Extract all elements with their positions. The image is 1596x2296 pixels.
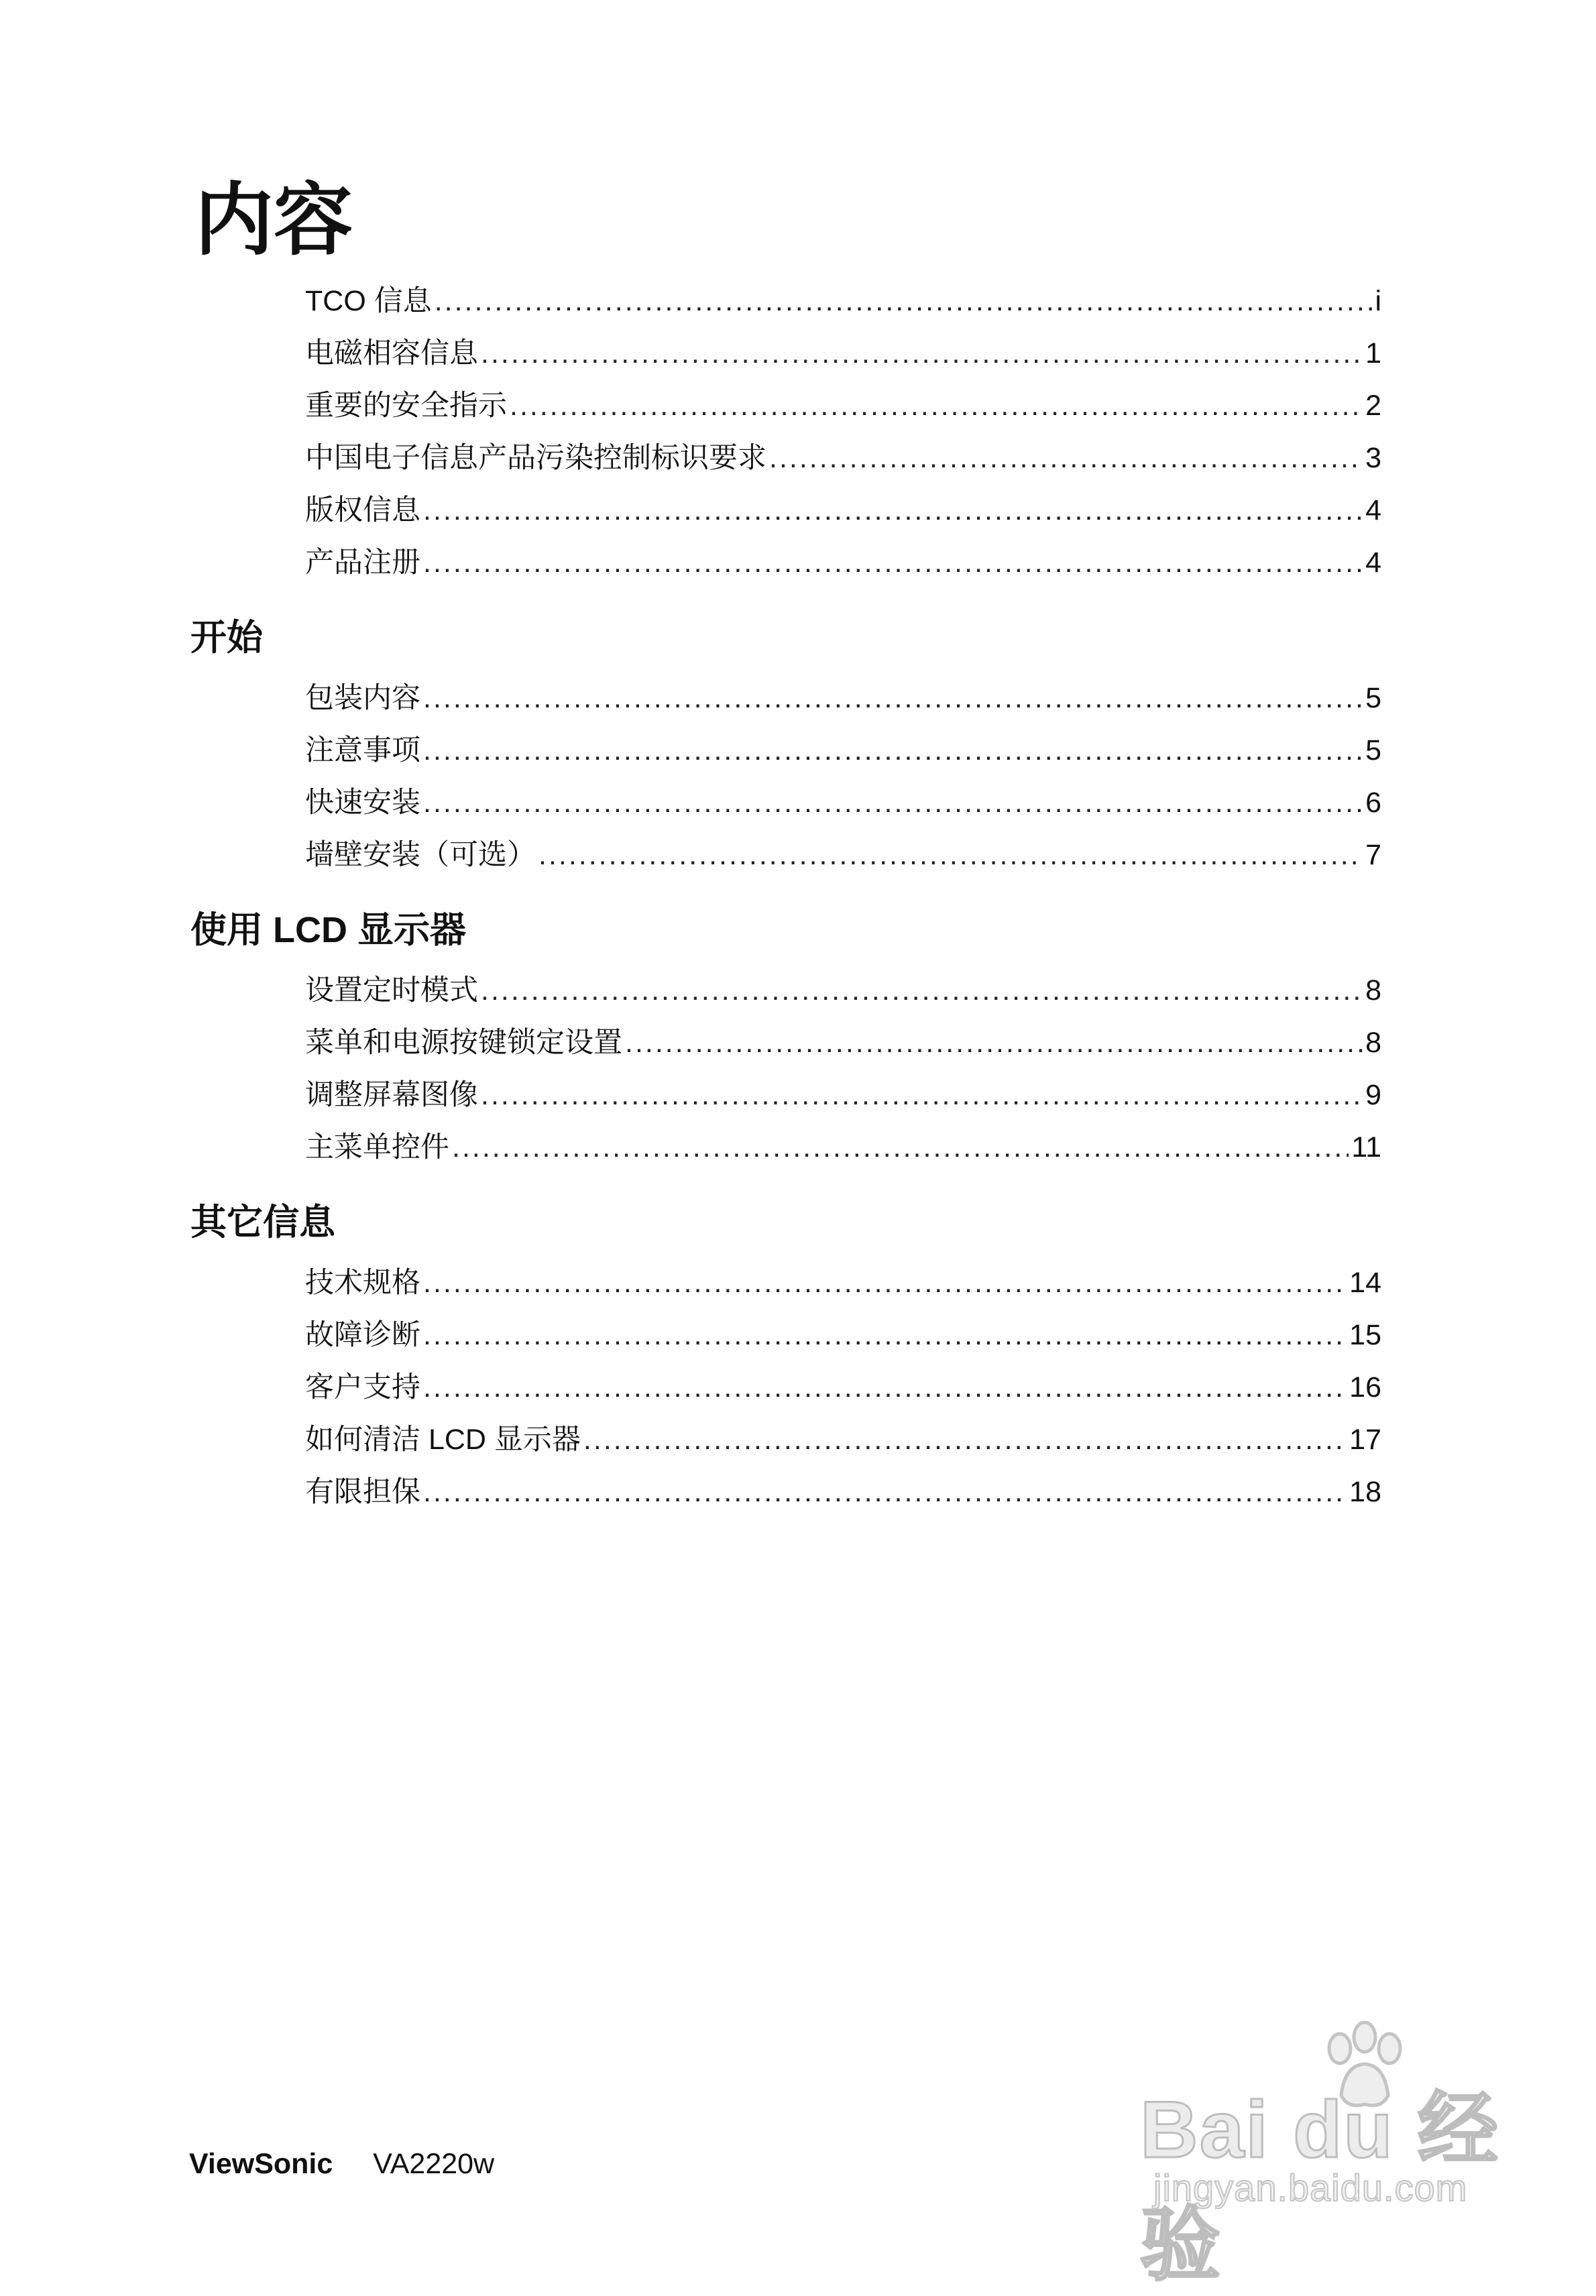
toc-entry-page-number: 2 (1365, 390, 1381, 422)
toc-entry[interactable] (305, 736, 1381, 765)
toc-entry-page-number: 8 (1365, 1027, 1381, 1059)
toc-entry-page-number: 15 (1349, 1319, 1381, 1351)
toc-entry-label: 技术规格 (305, 1267, 420, 1299)
toc-entry-label: 调整屏幕图像 (305, 1079, 478, 1111)
section-heading: 开始 (190, 618, 263, 658)
watermark-url: jingyan.baidu.com (1153, 2167, 1468, 2209)
toc-entry-page-number: 16 (1349, 1371, 1381, 1403)
toc-entry-label: 菜单和电源按键锁定设置 (305, 1027, 622, 1059)
toc-entry-page-number: 5 (1365, 734, 1381, 766)
toc-entry[interactable] (305, 1478, 1381, 1507)
toc-entry-label: 如何清洁 LCD 显示器 (305, 1424, 581, 1456)
toc-entry-page-number: 1 (1365, 337, 1381, 369)
toc-entry-page-number: 18 (1349, 1476, 1381, 1508)
toc-entry-label: 产品注册 (305, 547, 420, 579)
toc-entry[interactable] (305, 444, 1381, 473)
toc-entry[interactable] (305, 1373, 1381, 1402)
dot-leader (481, 1081, 1363, 1110)
footer (189, 2150, 494, 2179)
toc-entry[interactable] (305, 287, 1381, 316)
toc-entry[interactable] (305, 1029, 1381, 1057)
dot-leader (423, 1269, 1347, 1298)
dot-leader (423, 1373, 1347, 1402)
watermark-logo: Bai du 经验 (1140, 2085, 1500, 2290)
toc-entry-label: 有限担保 (305, 1476, 420, 1508)
page-title: 内容 (194, 176, 353, 265)
toc-entry[interactable] (305, 1269, 1381, 1298)
dot-leader (510, 392, 1363, 420)
toc-entry-page-number: 9 (1365, 1079, 1381, 1111)
toc-entry-page-number: 4 (1365, 547, 1381, 579)
dot-leader (423, 1321, 1347, 1350)
dot-leader (481, 976, 1363, 1005)
dot-leader (423, 1478, 1347, 1507)
dot-leader (625, 1029, 1363, 1057)
section-heading: 使用 LCD 显示器 (190, 910, 466, 950)
toc-entry-page-number: 11 (1351, 1131, 1381, 1163)
toc-entry[interactable] (305, 789, 1381, 817)
footer-model: VA2220w (373, 2148, 495, 2180)
toc-entry[interactable] (305, 684, 1381, 713)
toc-entry-page-number: 8 (1365, 974, 1381, 1007)
toc-entry[interactable] (305, 339, 1381, 368)
dot-leader (769, 444, 1363, 473)
toc-entry-label: 重要的安全指示 (305, 390, 507, 422)
toc-entry-label: 快速安装 (305, 787, 420, 819)
toc-entry-label: TCO 信息 (305, 285, 432, 317)
toc-entry-label: 客户支持 (305, 1371, 420, 1403)
dot-leader (423, 736, 1363, 765)
dot-leader (583, 1426, 1347, 1454)
toc-entry-page-number: 4 (1365, 494, 1381, 526)
toc-entry-label: 故障诊断 (305, 1319, 420, 1351)
dot-leader (435, 287, 1373, 316)
toc-entry-page-number: 3 (1365, 442, 1381, 474)
dot-leader (452, 1133, 1349, 1162)
toc-entry-label: 中国电子信息产品污染控制标识要求 (305, 442, 766, 474)
dot-leader (423, 684, 1363, 713)
toc-entry-page-number: 7 (1365, 839, 1381, 871)
toc-entry-page-number: 17 (1349, 1424, 1381, 1456)
toc-entry-label: 注意事项 (305, 734, 420, 766)
toc-entry[interactable] (305, 1133, 1381, 1162)
dot-leader (423, 549, 1363, 577)
toc-entry[interactable] (305, 392, 1381, 420)
toc-entry-label: 设置定时模式 (305, 974, 478, 1007)
dot-leader (481, 339, 1363, 368)
dot-leader (423, 496, 1363, 525)
toc-entry-page-number: 5 (1365, 682, 1381, 714)
toc-entry[interactable] (305, 1426, 1381, 1454)
baidu-jingyan-watermark (1113, 2018, 1516, 2290)
dot-leader (538, 841, 1363, 870)
toc-entry[interactable] (305, 1081, 1381, 1110)
toc-entry-label: 电磁相容信息 (305, 337, 478, 369)
toc-entry-page-number: i (1375, 285, 1381, 317)
toc-entry[interactable] (305, 549, 1381, 577)
toc-entry[interactable] (305, 496, 1381, 525)
dot-leader (423, 789, 1363, 817)
toc-entry[interactable] (305, 1321, 1381, 1350)
toc-entry-page-number: 14 (1349, 1267, 1381, 1299)
toc-entry[interactable] (305, 841, 1381, 870)
toc-entry-label: 包装内容 (305, 682, 420, 714)
toc-entry-label: 版权信息 (305, 494, 420, 526)
section-heading: 其它信息 (190, 1202, 335, 1243)
footer-brand: ViewSonic (189, 2148, 333, 2180)
toc-entry[interactable] (305, 976, 1381, 1005)
toc-entry-label: 主菜单控件 (305, 1131, 449, 1163)
toc-entry-label: 墙壁安装（可选） (305, 839, 536, 871)
toc-entry-page-number: 6 (1365, 787, 1381, 819)
